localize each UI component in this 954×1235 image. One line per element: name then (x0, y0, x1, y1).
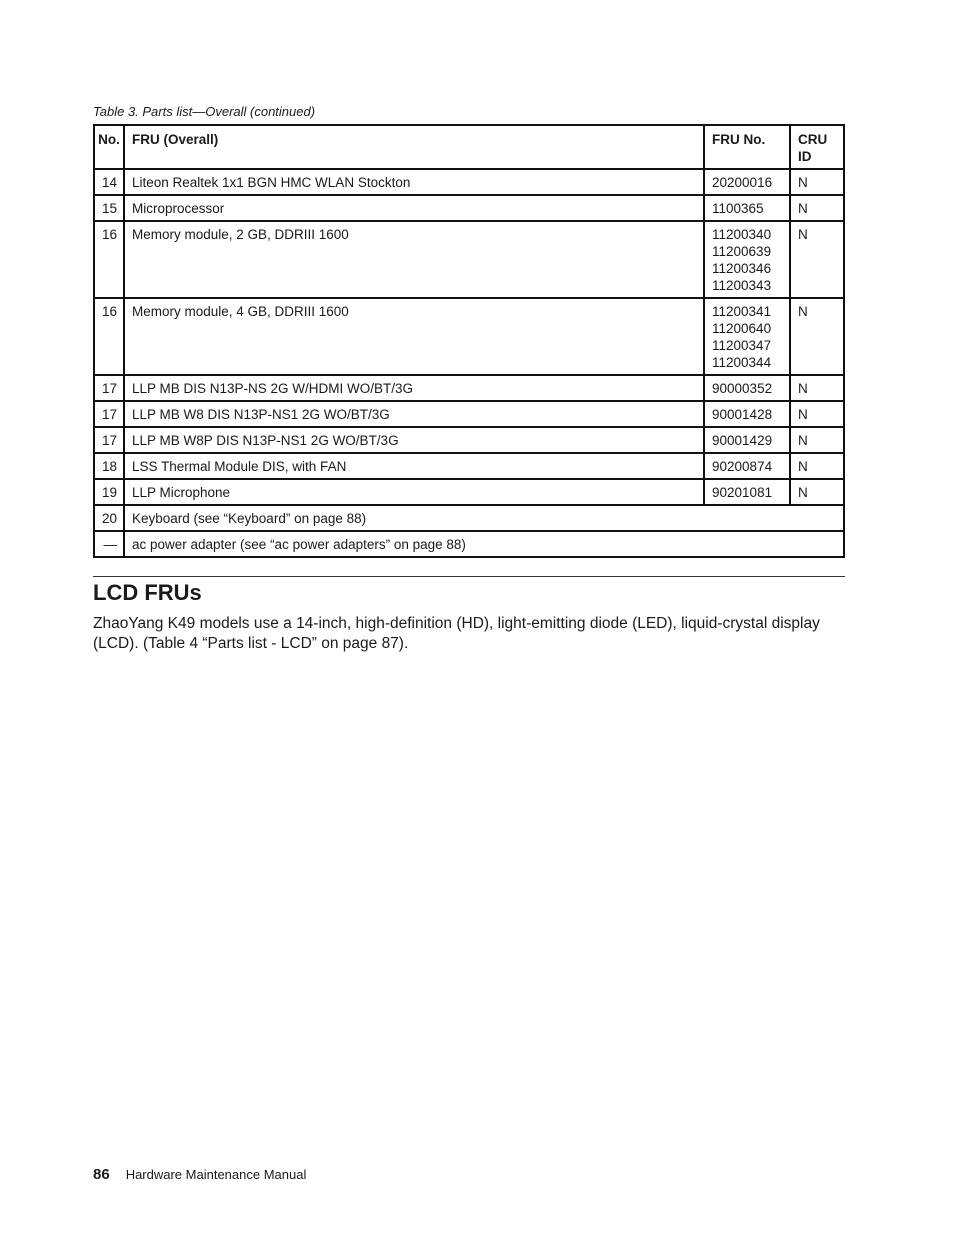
cell-fru: Liteon Realtek 1x1 BGN HMC WLAN Stockton (124, 169, 704, 195)
cell-cru: N (790, 221, 844, 298)
fru-number: 11200344 (712, 355, 772, 370)
header-no: No. (94, 125, 124, 169)
table-row (94, 221, 844, 298)
table-row (94, 375, 844, 401)
fru-number: 11200639 (712, 244, 772, 259)
fru-number: 90200874 (712, 459, 773, 474)
cell-no: 17 (94, 401, 124, 427)
cell-fru-no (704, 427, 790, 453)
table-row (94, 453, 844, 479)
cell-cru: N (790, 479, 844, 505)
section-divider (93, 576, 845, 577)
table-row (94, 195, 844, 221)
cell-fru: LLP MB DIS N13P-NS 2G W/HDMI WO/BT/3G (124, 375, 704, 401)
header-cru-id: CRU ID (790, 125, 844, 169)
cell-no: 20 (94, 505, 124, 531)
cell-cru: N (790, 298, 844, 375)
fru-number: 11200340 (712, 227, 772, 242)
cell-fru-no (704, 453, 790, 479)
cell-fru: Memory module, 4 GB, DDRIII 1600 (124, 298, 704, 375)
cell-fru-no (704, 221, 790, 298)
cell-fru-span: Keyboard (see “Keyboard” on page 88) (124, 505, 844, 531)
fru-number: 90001428 (712, 407, 773, 422)
page-number: 86 (93, 1166, 110, 1183)
cell-cru: N (790, 169, 844, 195)
table-caption: Table 3. Parts list—Overall (continued) (93, 104, 316, 119)
fru-number: 90000352 (712, 381, 773, 396)
cell-fru-no (704, 401, 790, 427)
cell-fru-span: ac power adapter (see “ac power adapters” on page 88) (124, 531, 844, 557)
cell-fru-no (704, 298, 790, 375)
cell-no: 14 (94, 169, 124, 195)
fru-number: 90201081 (712, 485, 773, 500)
cell-no: 16 (94, 221, 124, 298)
table-row (94, 298, 844, 375)
cell-cru: N (790, 401, 844, 427)
cell-cru: N (790, 427, 844, 453)
header-fru: FRU (Overall) (124, 125, 704, 169)
cell-fru: LSS Thermal Module DIS, with FAN (124, 453, 704, 479)
cell-fru-no (704, 375, 790, 401)
table-row (94, 505, 844, 531)
table-row (94, 427, 844, 453)
cell-no: 16 (94, 298, 124, 375)
parts-table (93, 124, 845, 558)
table-row (94, 479, 844, 505)
fru-number: 11200346 (712, 261, 772, 276)
cell-no: 19 (94, 479, 124, 505)
header-fru-no: FRU No. (704, 125, 790, 169)
table-row (94, 401, 844, 427)
cell-fru-no (704, 195, 790, 221)
fru-number: 11200347 (712, 338, 772, 353)
cell-no: 17 (94, 375, 124, 401)
table-row (94, 169, 844, 195)
cell-cru: N (790, 195, 844, 221)
cell-no: 15 (94, 195, 124, 221)
cell-cru: N (790, 453, 844, 479)
section-paragraph: ZhaoYang K49 models use a 14-inch, high-definition (HD), light-emitting diode (LED), liquid-crystal display (LCD). (Table 4 “Parts list - LCD” on page 87). (93, 615, 820, 652)
cell-fru: Memory module, 2 GB, DDRIII 1600 (124, 221, 704, 298)
cell-fru: Microprocessor (124, 195, 704, 221)
fru-number: 11200343 (712, 278, 772, 293)
page-footer (93, 1166, 306, 1183)
table-row (94, 531, 844, 557)
cell-no: — (94, 531, 124, 557)
manual-title: Hardware Maintenance Manual (125, 1167, 307, 1182)
fru-number: 90001429 (712, 433, 773, 448)
section-title: LCD FRUs (93, 580, 202, 605)
cell-cru: N (790, 375, 844, 401)
cell-fru: LLP MB W8 DIS N13P-NS1 2G WO/BT/3G (124, 401, 704, 427)
table-header-row (94, 125, 844, 169)
cell-fru: LLP Microphone (124, 479, 704, 505)
cell-fru: LLP MB W8P DIS N13P-NS1 2G WO/BT/3G (124, 427, 704, 453)
cell-fru-no (704, 169, 790, 195)
fru-number: 20200016 (712, 175, 773, 190)
cell-fru-no (704, 479, 790, 505)
fru-number: 11200341 (712, 304, 772, 319)
fru-number: 11200640 (712, 321, 772, 336)
cell-no: 17 (94, 427, 124, 453)
cell-no: 18 (94, 453, 124, 479)
fru-number: 1100365 (712, 201, 764, 216)
